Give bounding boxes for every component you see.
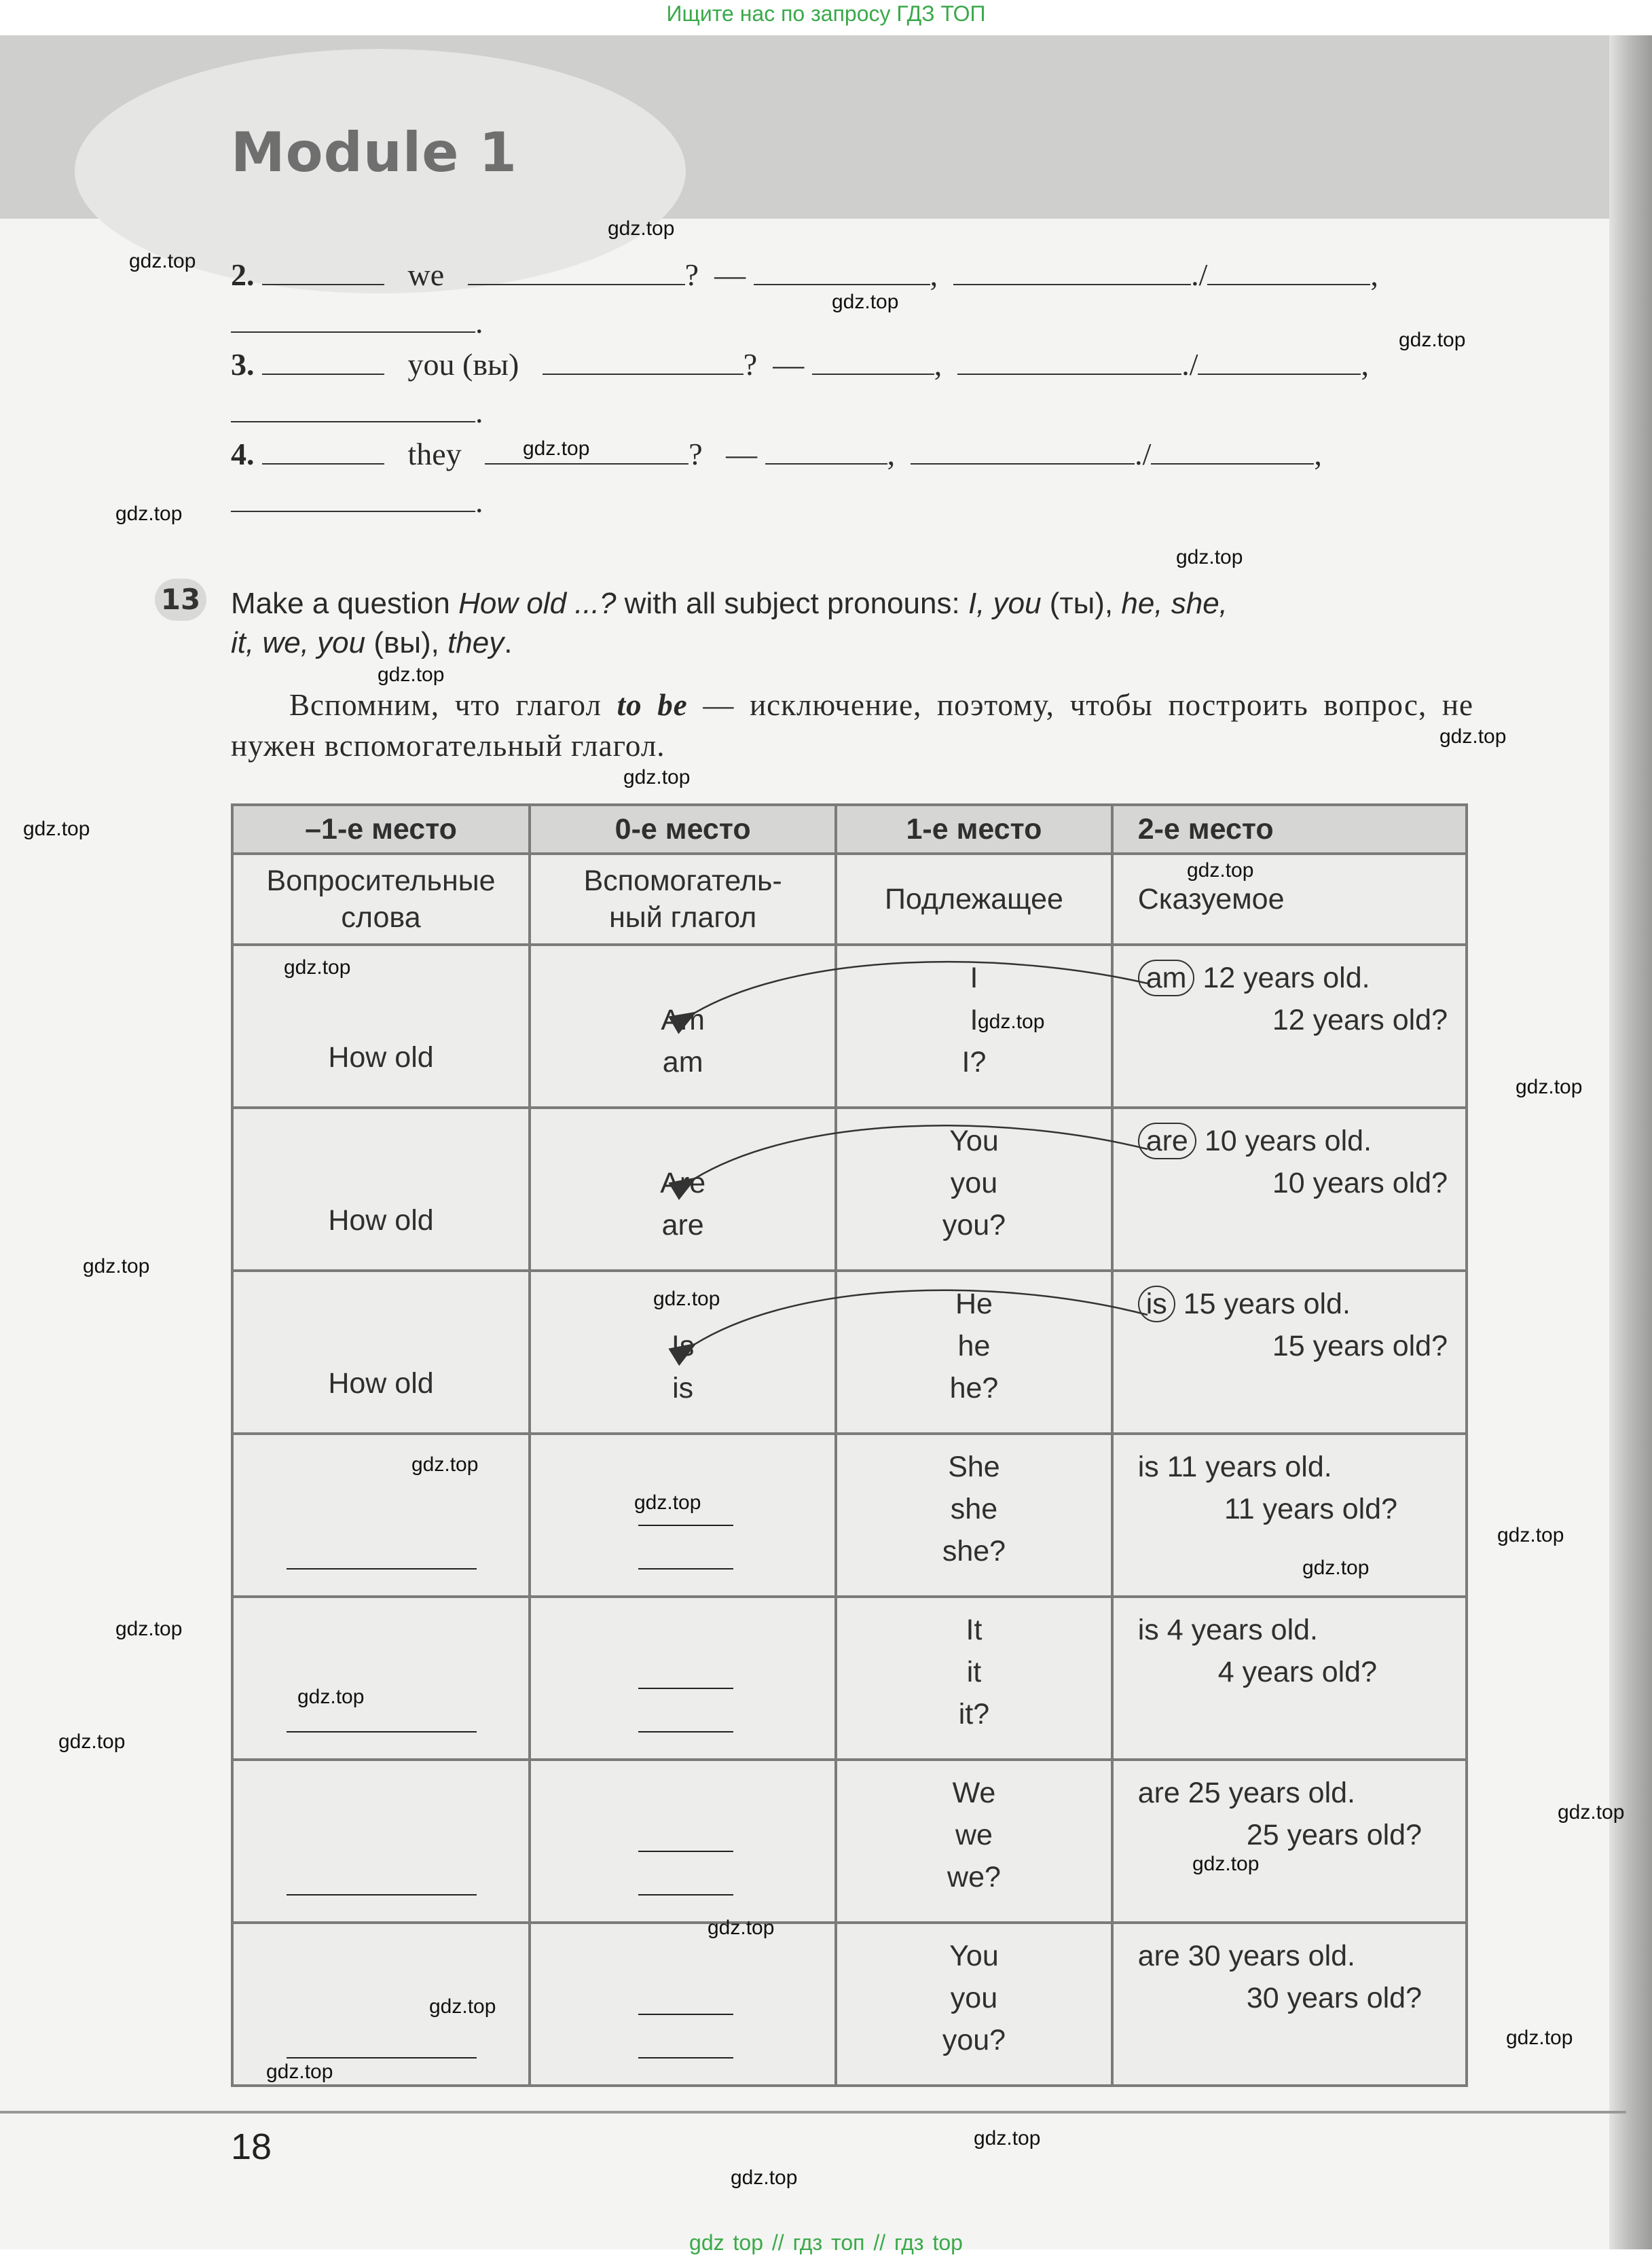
- question-word-cell: How old: [232, 945, 530, 1108]
- watermark: gdz.top: [978, 1011, 1045, 1033]
- watermark: gdz.top: [284, 956, 351, 979]
- watermark: gdz.top: [1439, 725, 1507, 748]
- watermark: gdz.top: [129, 250, 196, 272]
- exercise-12-line-4: 4. they ? — , ./ ,: [231, 437, 1322, 471]
- grammar-rule-text: Вспомним, что глагол to be — исключение, поэтому, чтобы построить вопрос, не нужен вспомогательный глагол.: [231, 688, 1473, 763]
- watermark: gdz.top: [115, 1618, 183, 1640]
- column-subheader: Сказуемое: [1112, 854, 1467, 945]
- arrow-am: [694, 962, 1148, 1013]
- top-banner[interactable]: Ищите нас по запросу ГДЗ ТОП: [666, 1, 986, 26]
- subject-cell: He he he?: [836, 1271, 1112, 1434]
- watermark: gdz.top: [523, 437, 590, 460]
- exercise-12-line-2: 2. we ? — , ./ ,: [231, 257, 1378, 292]
- verb-oval: am: [1138, 960, 1195, 996]
- auxiliary-cell: Is is: [530, 1271, 836, 1434]
- predicate-cell: is 15 years old. 15 years old?: [1112, 1271, 1467, 1434]
- predicate-cell: is 4 years old. 4 years old?: [1112, 1597, 1467, 1760]
- watermark: gdz.top: [1187, 859, 1254, 882]
- watermark: gdz.top: [708, 1917, 775, 1939]
- auxiliary-cell: Am am: [530, 945, 836, 1108]
- watermark: gdz.top: [1558, 1801, 1625, 1824]
- predicate-cell: am 12 years old. 12 years old?: [1112, 945, 1467, 1108]
- watermark: gdz.top: [297, 1686, 365, 1708]
- exercise-12-line-4b: .: [231, 484, 483, 520]
- page-number: 18: [231, 2126, 272, 2167]
- watermark: gdz.top: [608, 217, 675, 240]
- watermark: gdz.top: [1399, 329, 1466, 351]
- arrow-is: [694, 1290, 1148, 1345]
- exercise-12-line-3: 3. you (вы) ? — , ./ ,: [231, 347, 1369, 382]
- watermark: gdz.top: [623, 766, 691, 788]
- column-subheader: Вспомогатель-ный глагол: [530, 854, 836, 945]
- column-header: –1-е место: [232, 805, 530, 854]
- watermark: gdz.top: [1506, 2027, 1573, 2049]
- subject-cell: I I I?: [836, 945, 1112, 1108]
- predicate-cell: are 30 years old. 30 years old?: [1112, 1923, 1467, 2086]
- watermark: gdz.top: [115, 503, 183, 525]
- subject-cell: You you you?: [836, 1108, 1112, 1271]
- column-subheader: Вопросительные слова: [232, 854, 530, 945]
- watermark: gdz.top: [23, 818, 90, 840]
- watermark: gdz.top: [1192, 1853, 1260, 1875]
- column-header: 2-е место: [1112, 805, 1467, 854]
- watermark: gdz.top: [429, 1995, 496, 2018]
- watermark: gdz.top: [266, 2061, 333, 2083]
- watermark: gdz.top: [83, 1255, 150, 1277]
- module-title: Module 1: [231, 121, 517, 184]
- question-word-cell: How old: [232, 1271, 530, 1434]
- column-header: 0-е место: [530, 805, 836, 854]
- question-word-cell: How old: [232, 1108, 530, 1271]
- bottom-banner[interactable]: gdz top // гдз топ // гдз top: [689, 2230, 963, 2255]
- exercise-number-badge: 13: [155, 579, 206, 621]
- watermark: gdz.top: [1176, 546, 1243, 568]
- predicate-cell: are 10 years old. 10 years old?: [1112, 1108, 1467, 1271]
- predicate-cell: are 25 years old. 25 years old?: [1112, 1760, 1467, 1923]
- watermark: gdz.top: [653, 1288, 720, 1310]
- subject-cell: We we we?: [836, 1760, 1112, 1923]
- predicate-cell: is 11 years old. 11 years old?: [1112, 1434, 1467, 1597]
- subject-cell: It it it?: [836, 1597, 1112, 1760]
- subject-cell: You you you?: [836, 1923, 1112, 2086]
- exercise-instruction: Make a question How old ...? with all subject pronouns: I, you (ты), he, she, it, we, you (вы), they.: [231, 587, 1228, 659]
- watermark: gdz.top: [58, 1730, 126, 1753]
- watermark: gdz.top: [731, 2166, 798, 2189]
- column-subheader: Подлежащее: [836, 854, 1112, 945]
- column-header: 1-е место: [836, 805, 1112, 854]
- watermark: gdz.top: [1497, 1524, 1564, 1546]
- auxiliary-cell: Are are: [530, 1108, 836, 1271]
- watermark: gdz.top: [832, 291, 899, 313]
- arrow-are: [694, 1125, 1148, 1179]
- verb-oval: are: [1138, 1123, 1196, 1159]
- watermark: gdz.top: [378, 664, 445, 686]
- watermark: gdz.top: [411, 1453, 479, 1476]
- footer-divider: [0, 2111, 1626, 2114]
- watermark: gdz.top: [1302, 1557, 1370, 1579]
- exercise-12-line-2b: .: [231, 304, 483, 340]
- watermark: gdz.top: [634, 1491, 701, 1514]
- watermark: gdz.top: [1516, 1076, 1583, 1098]
- subject-cell: She she she?: [836, 1434, 1112, 1597]
- watermark: gdz.top: [974, 2127, 1041, 2150]
- verb-oval: is: [1138, 1286, 1175, 1322]
- exercise-12-line-3b: .: [231, 394, 483, 430]
